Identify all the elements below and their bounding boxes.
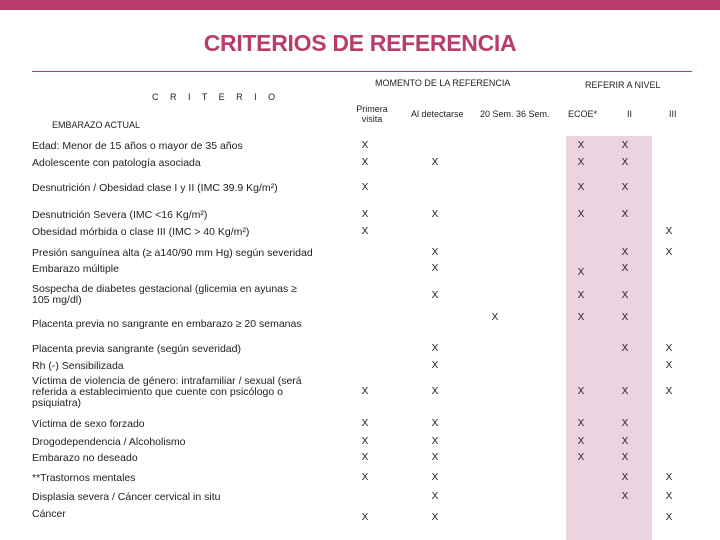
header-criterio: C R I T E R I O [152, 92, 278, 102]
mark-detectarse: X [431, 436, 439, 447]
mark-ecoe: X [577, 312, 585, 323]
mark-ii: X [621, 418, 629, 429]
criterion-label: Rh (-) Sensibilizada [32, 360, 124, 372]
mark-iii: X [665, 472, 673, 483]
criterion-label: Drogodependencia / Alcoholismo [32, 436, 186, 448]
mark-ecoe: X [577, 436, 585, 447]
criterion-label: Displasia severa / Cáncer cervical in situ [32, 491, 221, 503]
mark-primera: X [361, 512, 369, 523]
criterion-label: Víctima de violencia de género: intrafamiliar / sexual (será referida a establecimiento que cuente con psicólogo o psiquiatra) [32, 375, 302, 409]
criterion-label: Presión sanguínea alta (≥ a140/90 mm Hg) según severidad [32, 247, 313, 259]
mark-iii: X [665, 360, 673, 371]
mark-detectarse: X [431, 247, 439, 258]
mark-ii: X [621, 472, 629, 483]
criterion-label: Víctima de sexo forzado [32, 418, 145, 430]
mark-primera: X [361, 226, 369, 237]
mark-detectarse: X [431, 263, 439, 274]
mark-ecoe: X [577, 209, 585, 220]
header-nivel-ii: II [627, 109, 633, 119]
criterion-label: Adolescente con patología asociada [32, 157, 201, 169]
header-primera-visita: Primera visita [356, 104, 388, 124]
page-title: CRITERIOS DE REFERENCIA [203, 30, 517, 56]
criterion-label: Cáncer [32, 508, 66, 520]
mark-detectarse: X [431, 360, 439, 371]
mark-sem: X [491, 312, 499, 323]
criterion-label: Desnutrición Severa (IMC <16 Kg/m²) [32, 209, 208, 221]
mark-ecoe: X [577, 418, 585, 429]
mark-primera: X [361, 209, 369, 220]
mark-iii: X [665, 491, 673, 502]
mark-primera: X [361, 436, 369, 447]
criterion-label: **Trastornos mentales [32, 472, 136, 484]
mark-detectarse: X [431, 472, 439, 483]
header-embarazo-actual: EMBARAZO ACTUAL [52, 120, 141, 130]
mark-primera: X [361, 182, 369, 193]
criterion-label: Obesidad mórbida o clase III (IMC > 40 Kg/m²) [32, 226, 250, 238]
mark-detectarse: X [431, 491, 439, 502]
mark-ecoe: X [577, 386, 585, 397]
mark-detectarse: X [431, 418, 439, 429]
mark-ii: X [621, 386, 629, 397]
mark-ecoe: X [577, 290, 585, 301]
criterion-label: Sospecha de diabetes gestacional (glicemia en ayunas ≥ 105 mg/dl) [32, 283, 297, 306]
mark-ii: X [621, 247, 629, 258]
mark-detectarse: X [431, 157, 439, 168]
header-ecoe: ECOE* [568, 109, 598, 119]
mark-iii: X [665, 247, 673, 258]
mark-ii: X [621, 436, 629, 447]
mark-ii: X [621, 491, 629, 502]
header-nivel-iii: III [669, 109, 677, 119]
criterion-label: Desnutrición / Obesidad clase I y II (IMC 39.9 Kg/m²) [32, 182, 278, 194]
mark-ecoe: X [577, 140, 585, 151]
mark-iii: X [665, 226, 673, 237]
mark-detectarse: X [431, 386, 439, 397]
mark-ii: X [621, 140, 629, 151]
mark-ii: X [621, 452, 629, 463]
mark-detectarse: X [431, 209, 439, 220]
header-momento: MOMENTO DE LA REFERENCIA [375, 78, 511, 88]
criterion-label: Embarazo múltiple [32, 263, 119, 275]
mark-iii: X [665, 386, 673, 397]
mark-primera: X [361, 418, 369, 429]
mark-ecoe: X [577, 182, 585, 193]
header-20-36-sem: 20 Sem. 36 Sem. [480, 109, 550, 119]
mark-detectarse: X [431, 343, 439, 354]
criterion-label: Edad: Menor de 15 años o mayor de 35 años [32, 140, 243, 152]
mark-ecoe: X [577, 452, 585, 463]
mark-primera: X [361, 157, 369, 168]
criterion-label: Placenta previa no sangrante en embarazo ≥ 20 semanas [32, 318, 302, 330]
mark-primera: X [361, 386, 369, 397]
mark-primera: X [361, 472, 369, 483]
mark-ii: X [621, 312, 629, 323]
mark-ii: X [621, 290, 629, 301]
mark-detectarse: X [431, 452, 439, 463]
header-al-detectarse: Al detectarse [411, 109, 464, 119]
criterion-label: Embarazo no deseado [32, 452, 138, 464]
title-divider [32, 71, 692, 72]
mark-iii: X [665, 343, 673, 354]
mark-ecoe: X [577, 157, 585, 168]
mark-iii: X [665, 512, 673, 523]
mark-primera: X [361, 452, 369, 463]
mark-ii: X [621, 182, 629, 193]
header-referir: REFERIR A NIVEL [585, 80, 661, 90]
mark-ii: X [621, 209, 629, 220]
criterion-label: Placenta previa sangrante (según severidad) [32, 343, 241, 355]
top-accent-bar [0, 0, 720, 10]
mark-ii: X [621, 263, 629, 274]
referral-level-column-highlight [566, 136, 652, 540]
mark-detectarse: X [431, 512, 439, 523]
mark-detectarse: X [431, 290, 439, 301]
mark-ecoe: X [577, 267, 585, 278]
mark-primera: X [361, 140, 369, 151]
mark-ii: X [621, 157, 629, 168]
mark-ii: X [621, 343, 629, 354]
